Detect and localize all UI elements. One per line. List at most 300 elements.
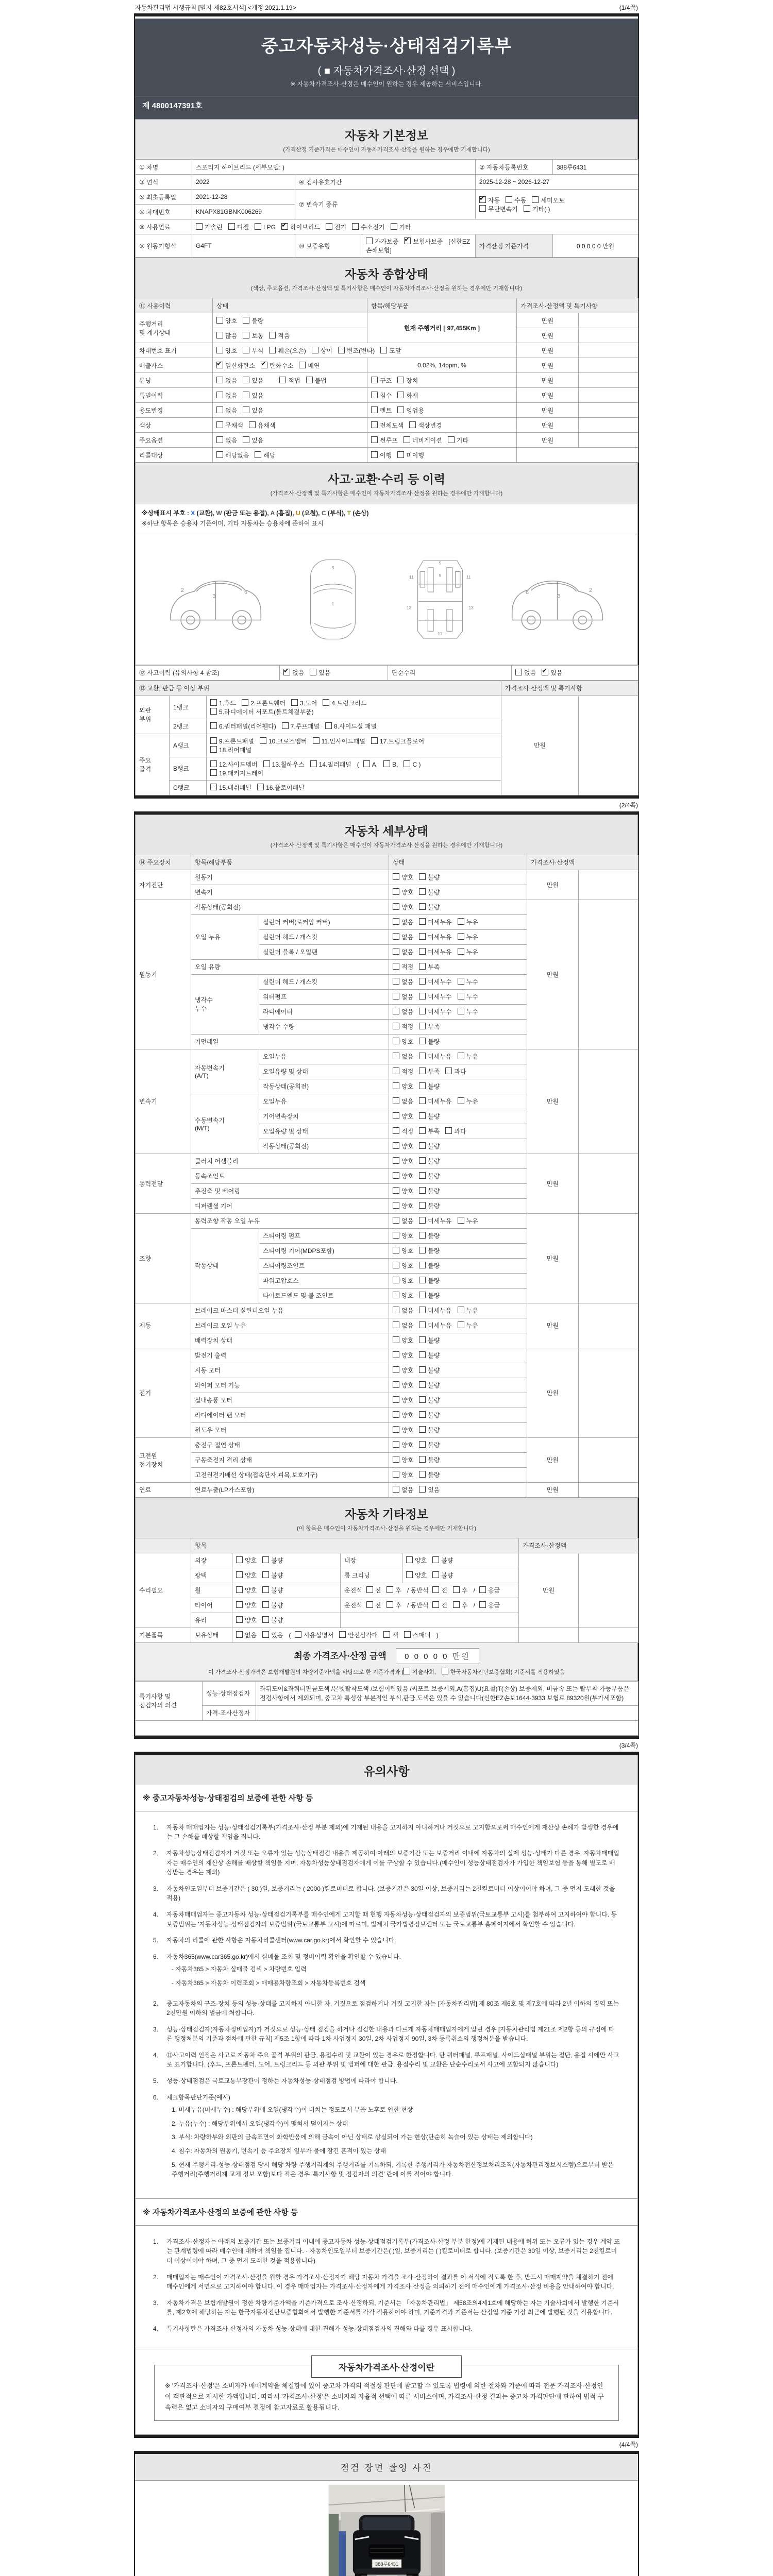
checkbox-후[interactable] <box>453 1601 468 1609</box>
checkbox-box[interactable] <box>404 1668 410 1674</box>
checkbox-box[interactable] <box>363 760 370 767</box>
checkbox-box[interactable] <box>458 1097 464 1104</box>
checkbox-box[interactable] <box>445 1067 452 1074</box>
checkbox-상이[interactable] <box>312 346 332 355</box>
checkbox-7.루프패널[interactable] <box>282 722 320 731</box>
checkbox-14.필러패널[interactable] <box>310 760 351 769</box>
checkbox-box[interactable] <box>393 1247 399 1253</box>
checkbox-양호[interactable] <box>393 1291 413 1300</box>
checkbox-box[interactable] <box>419 1082 426 1089</box>
checkbox-없음[interactable] <box>236 1631 257 1639</box>
checkbox-8.사이드실 패널[interactable] <box>325 722 377 731</box>
checkbox-양호[interactable] <box>393 1455 413 1464</box>
checkbox-한국자동차진단보증협회[interactable] <box>442 1668 511 1676</box>
checkbox-있음[interactable] <box>243 406 263 415</box>
checkbox-box[interactable] <box>458 1217 464 1224</box>
checkbox-box[interactable] <box>282 722 289 729</box>
checkbox-box[interactable] <box>419 1097 426 1104</box>
checkbox-19.패키지트레이[interactable] <box>210 769 263 777</box>
checkbox-box[interactable] <box>419 933 426 940</box>
checkbox-box[interactable] <box>393 1157 399 1164</box>
checkbox-box[interactable] <box>419 1202 426 1209</box>
checkbox-box[interactable] <box>393 1038 399 1044</box>
checkbox-box[interactable] <box>393 1277 399 1283</box>
checkbox-있음[interactable] <box>243 436 263 445</box>
checkbox-불량[interactable] <box>419 1426 440 1434</box>
checkbox-양호[interactable] <box>393 1381 413 1389</box>
checkbox-미세누수[interactable] <box>419 1007 451 1016</box>
checkbox-양호[interactable] <box>393 1112 413 1121</box>
checkbox-box[interactable] <box>393 1366 399 1373</box>
checkbox-box[interactable] <box>228 223 235 230</box>
checkbox-안전삼각대[interactable] <box>339 1631 378 1639</box>
checkbox-불량[interactable] <box>419 1336 440 1345</box>
checkbox-box[interactable] <box>216 436 223 443</box>
checkbox-box[interactable] <box>257 784 264 790</box>
checkbox-18.리어패널[interactable] <box>210 745 251 754</box>
checkbox-box[interactable] <box>524 205 530 212</box>
checkbox-있음[interactable] <box>243 376 263 385</box>
checkbox-box[interactable] <box>419 1023 426 1029</box>
checkbox-사용설명서[interactable] <box>295 1631 333 1639</box>
checkbox-일산화탄소[interactable] <box>216 361 255 370</box>
checkbox-box[interactable] <box>419 1247 426 1253</box>
checkbox-box[interactable] <box>371 737 378 744</box>
checkbox-양호[interactable] <box>406 1571 427 1580</box>
checkbox-box[interactable] <box>419 1336 426 1343</box>
checkbox-불량[interactable] <box>419 1246 440 1255</box>
checkbox-box[interactable] <box>419 1067 426 1074</box>
checkbox-box[interactable] <box>419 918 426 925</box>
checkbox-LPG[interactable] <box>255 223 276 231</box>
checkbox-box[interactable] <box>419 993 426 999</box>
checkbox-양호[interactable] <box>393 903 413 911</box>
checkbox-2.프론트휀더[interactable] <box>242 699 285 707</box>
checkbox-자가보증[interactable] <box>366 237 398 246</box>
checkbox-없음[interactable] <box>393 977 413 986</box>
checkbox-수소전기[interactable] <box>352 223 384 231</box>
checkbox-불량[interactable] <box>419 1366 440 1375</box>
checkbox-box[interactable] <box>458 1307 464 1313</box>
checkbox-과다[interactable] <box>445 1067 466 1076</box>
checkbox-미세누수[interactable] <box>419 992 451 1001</box>
checkbox-box[interactable] <box>366 1586 373 1593</box>
checkbox-수동[interactable] <box>506 196 526 205</box>
checkbox-미세누유[interactable] <box>419 1306 451 1315</box>
checkbox-box[interactable] <box>393 1172 399 1179</box>
checkbox-box[interactable] <box>404 1631 411 1638</box>
checkbox-네비게이션[interactable] <box>404 436 442 445</box>
checkbox-불량[interactable] <box>419 1201 440 1210</box>
checkbox-box[interactable] <box>397 406 404 413</box>
checkbox-box[interactable] <box>371 451 378 458</box>
checkbox-box[interactable] <box>236 1571 243 1578</box>
checkbox-box[interactable] <box>283 669 290 675</box>
checkbox-없음[interactable] <box>393 947 413 956</box>
checkbox-양호[interactable] <box>393 1336 413 1345</box>
checkbox-box[interactable] <box>371 421 378 428</box>
checkbox-box[interactable] <box>419 1217 426 1224</box>
checkbox-box[interactable] <box>242 699 248 706</box>
checkbox-box[interactable] <box>236 1601 243 1608</box>
checkbox-누유[interactable] <box>458 1216 478 1225</box>
checkbox-box[interactable] <box>383 760 390 767</box>
checkbox-부식[interactable] <box>243 346 263 355</box>
checkbox-box[interactable] <box>391 223 397 230</box>
checkbox-box[interactable] <box>216 451 223 458</box>
checkbox-4.트렁크리드[interactable] <box>323 699 366 707</box>
checkbox-5.라디에이터 서포트(볼트체결부품)[interactable] <box>210 707 314 716</box>
checkbox-양호[interactable] <box>236 1586 257 1595</box>
checkbox-9.프론트패널[interactable] <box>210 737 254 745</box>
checkbox-누유[interactable] <box>458 1097 478 1106</box>
checkbox-없음[interactable] <box>216 436 237 445</box>
checkbox-box[interactable] <box>210 699 217 706</box>
checkbox-box[interactable] <box>262 1631 269 1638</box>
checkbox-양호[interactable] <box>393 1082 413 1091</box>
checkbox-적정[interactable] <box>393 962 413 971</box>
checkbox-box[interactable] <box>263 760 270 767</box>
checkbox-전기[interactable] <box>326 223 346 231</box>
checkbox-없음[interactable] <box>283 668 304 677</box>
checkbox-box[interactable] <box>404 760 410 767</box>
checkbox-box[interactable] <box>419 1187 426 1194</box>
checkbox-양호[interactable] <box>216 346 237 355</box>
checkbox-양호[interactable] <box>393 1426 413 1434</box>
checkbox-B,[interactable] <box>383 760 398 768</box>
checkbox-box[interactable] <box>291 699 298 706</box>
checkbox-box[interactable] <box>409 421 416 428</box>
checkbox-box[interactable] <box>419 1277 426 1283</box>
checkbox-box[interactable] <box>432 1556 439 1563</box>
checkbox-없음[interactable] <box>393 933 413 941</box>
checkbox-불량[interactable] <box>262 1601 283 1609</box>
checkbox-양호[interactable] <box>393 888 413 896</box>
checkbox-전[interactable] <box>432 1586 447 1595</box>
checkbox-렌트[interactable] <box>371 406 392 415</box>
checkbox-양호[interactable] <box>393 1396 413 1404</box>
checkbox-box[interactable] <box>366 1601 373 1608</box>
checkbox-box[interactable] <box>393 1486 399 1493</box>
checkbox-자동[interactable] <box>479 196 500 205</box>
checkbox-있음[interactable] <box>419 1485 440 1494</box>
checkbox-무단변속기[interactable] <box>479 205 518 213</box>
checkbox-box[interactable] <box>310 760 317 767</box>
checkbox-디젤[interactable] <box>228 223 249 231</box>
checkbox-box[interactable] <box>243 332 249 338</box>
checkbox-box[interactable] <box>216 392 223 398</box>
checkbox-box[interactable] <box>243 317 249 324</box>
checkbox-box[interactable] <box>216 362 223 368</box>
checkbox-box[interactable] <box>393 933 399 940</box>
checkbox-box[interactable] <box>393 873 399 880</box>
checkbox-box[interactable] <box>386 1601 393 1608</box>
checkbox-불량[interactable] <box>419 1396 440 1404</box>
checkbox-box[interactable] <box>310 669 316 675</box>
checkbox-3.도어[interactable] <box>291 699 317 707</box>
checkbox-양호[interactable] <box>393 1172 413 1180</box>
checkbox-box[interactable] <box>260 737 266 744</box>
checkbox-잭[interactable] <box>383 1631 398 1639</box>
checkbox-없음[interactable] <box>515 668 536 677</box>
checkbox-누수[interactable] <box>458 1007 478 1016</box>
checkbox-11.인사이드패널[interactable] <box>313 737 365 745</box>
checkbox-box[interactable] <box>262 1556 269 1563</box>
checkbox-box[interactable] <box>393 1127 399 1134</box>
checkbox-box[interactable] <box>458 1321 464 1328</box>
checkbox-box[interactable] <box>419 1292 426 1298</box>
checkbox-box[interactable] <box>339 1631 346 1638</box>
checkbox-box[interactable] <box>352 223 359 230</box>
checkbox-누유[interactable] <box>458 1306 478 1315</box>
checkbox-양호[interactable] <box>393 1157 413 1165</box>
checkbox-있음[interactable] <box>310 668 330 677</box>
checkbox-box[interactable] <box>458 1008 464 1014</box>
checkbox-box[interactable] <box>371 406 378 413</box>
checkbox-box[interactable] <box>393 1202 399 1209</box>
checkbox-적정[interactable] <box>393 1067 413 1076</box>
checkbox-box[interactable] <box>393 993 399 999</box>
checkbox-양호[interactable] <box>216 316 237 325</box>
checkbox-box[interactable] <box>210 746 217 753</box>
checkbox-6.쿼터패널(리어휀다)[interactable] <box>210 722 276 731</box>
checkbox-유채색[interactable] <box>249 421 276 430</box>
checkbox-box[interactable] <box>216 332 223 338</box>
checkbox-13.휠하우스[interactable] <box>263 760 305 769</box>
checkbox-box[interactable] <box>255 451 261 458</box>
checkbox-box[interactable] <box>393 948 399 955</box>
checkbox-누유[interactable] <box>458 1321 478 1330</box>
checkbox-box[interactable] <box>326 223 332 230</box>
checkbox-box[interactable] <box>432 1586 439 1593</box>
checkbox-양호[interactable] <box>393 1246 413 1255</box>
checkbox-box[interactable] <box>281 223 288 230</box>
checkbox-하이브리드[interactable] <box>281 223 320 231</box>
checkbox-없음[interactable] <box>216 406 237 415</box>
checkbox-box[interactable] <box>243 377 249 383</box>
checkbox-box[interactable] <box>419 1366 426 1373</box>
checkbox-box[interactable] <box>393 963 399 970</box>
checkbox-box[interactable] <box>419 1038 426 1044</box>
checkbox-box[interactable] <box>393 1082 399 1089</box>
checkbox-C )[interactable] <box>404 760 421 768</box>
checkbox-미이행[interactable] <box>397 451 424 460</box>
checkbox-box[interactable] <box>419 888 426 895</box>
checkbox-box[interactable] <box>419 1142 426 1149</box>
checkbox-box[interactable] <box>279 377 286 383</box>
checkbox-box[interactable] <box>243 347 249 353</box>
checkbox-box[interactable] <box>338 347 345 353</box>
checkbox-box[interactable] <box>393 1053 399 1059</box>
checkbox-불량[interactable] <box>419 1455 440 1464</box>
checkbox-box[interactable] <box>323 699 329 706</box>
checkbox-화재[interactable] <box>397 391 418 400</box>
checkbox-미세누유[interactable] <box>419 1097 451 1106</box>
checkbox-box[interactable] <box>458 978 464 985</box>
checkbox-box[interactable] <box>216 406 223 413</box>
checkbox-있음[interactable] <box>262 1631 283 1639</box>
checkbox-응급[interactable] <box>479 1601 500 1609</box>
checkbox-미세누유[interactable] <box>419 1321 451 1330</box>
checkbox-양호[interactable] <box>393 1411 413 1419</box>
checkbox-누유[interactable] <box>458 1052 478 1061</box>
checkbox-누수[interactable] <box>458 992 478 1001</box>
checkbox-없음[interactable] <box>216 376 237 385</box>
checkbox-양호[interactable] <box>393 1366 413 1375</box>
checkbox-적법[interactable] <box>279 376 300 385</box>
checkbox-box[interactable] <box>393 1187 399 1194</box>
checkbox-도말[interactable] <box>380 346 401 355</box>
checkbox-box[interactable] <box>383 1631 390 1638</box>
checkbox-해당[interactable] <box>255 451 275 460</box>
checkbox-불량[interactable] <box>419 903 440 911</box>
checkbox-불량[interactable] <box>262 1616 283 1624</box>
checkbox-불량[interactable] <box>432 1556 453 1565</box>
checkbox-box[interactable] <box>216 421 223 428</box>
checkbox-box[interactable] <box>458 933 464 940</box>
checkbox-전[interactable] <box>366 1586 381 1595</box>
checkbox-box[interactable] <box>393 1471 399 1478</box>
checkbox-box[interactable] <box>371 377 378 383</box>
checkbox-없음[interactable] <box>393 1052 413 1061</box>
checkbox-box[interactable] <box>243 392 249 398</box>
checkbox-box[interactable] <box>479 1586 486 1593</box>
checkbox-box[interactable] <box>393 1067 399 1074</box>
checkbox-box[interactable] <box>393 1217 399 1224</box>
checkbox-누유[interactable] <box>458 947 478 956</box>
checkbox-box[interactable] <box>419 1486 426 1493</box>
checkbox-box[interactable] <box>306 377 313 383</box>
checkbox-A,[interactable] <box>363 760 378 768</box>
checkbox-box[interactable] <box>393 1023 399 1029</box>
checkbox-불량[interactable] <box>262 1571 283 1580</box>
checkbox-불량[interactable] <box>419 1276 440 1285</box>
checkbox-box[interactable] <box>404 436 410 443</box>
checkbox-box[interactable] <box>371 392 378 398</box>
checkbox-불법[interactable] <box>306 376 327 385</box>
checkbox-box[interactable] <box>262 1586 269 1593</box>
checkbox-box[interactable] <box>243 406 249 413</box>
checkbox-없음[interactable] <box>393 1306 413 1315</box>
checkbox-box[interactable] <box>393 918 399 925</box>
checkbox-box[interactable] <box>393 1351 399 1358</box>
checkbox-box[interactable] <box>419 1232 426 1239</box>
checkbox-box[interactable] <box>366 238 373 244</box>
checkbox-box[interactable] <box>419 1127 426 1134</box>
checkbox-box[interactable] <box>313 737 320 744</box>
checkbox-box[interactable] <box>532 196 539 203</box>
checkbox-box[interactable] <box>419 1426 426 1433</box>
checkbox-구조[interactable] <box>371 376 392 385</box>
checkbox-불량[interactable] <box>419 1231 440 1240</box>
checkbox-탄화수소[interactable] <box>261 361 293 370</box>
checkbox-box[interactable] <box>216 317 223 324</box>
checkbox-box[interactable] <box>393 1112 399 1119</box>
checkbox-기타[interactable] <box>391 223 411 231</box>
checkbox-누수[interactable] <box>458 977 478 986</box>
checkbox-box[interactable] <box>419 1351 426 1358</box>
checkbox-해당없음[interactable] <box>216 451 249 460</box>
checkbox-box[interactable] <box>393 1321 399 1328</box>
checkbox-이행[interactable] <box>371 451 392 460</box>
checkbox-적정[interactable] <box>393 1127 413 1136</box>
checkbox-box[interactable] <box>393 1441 399 1448</box>
checkbox-무채색[interactable] <box>216 421 243 430</box>
checkbox-box[interactable] <box>515 669 522 675</box>
checkbox-양호[interactable] <box>393 873 413 882</box>
checkbox-box[interactable] <box>419 948 426 955</box>
checkbox-후[interactable] <box>386 1601 401 1609</box>
checkbox-양호[interactable] <box>393 1351 413 1360</box>
checkbox-불량[interactable] <box>262 1586 283 1595</box>
checkbox-양호[interactable] <box>236 1601 257 1609</box>
checkbox-양호[interactable] <box>393 1440 413 1449</box>
checkbox-기타( )[interactable] <box>524 205 550 213</box>
checkbox-15.대쉬패널[interactable] <box>210 783 251 792</box>
checkbox-box[interactable] <box>445 1127 452 1134</box>
checkbox-box[interactable] <box>419 1172 426 1179</box>
checkbox-box[interactable] <box>419 873 426 880</box>
checkbox-후[interactable] <box>453 1586 468 1595</box>
checkbox-적정[interactable] <box>393 1022 413 1031</box>
checkbox-box[interactable] <box>371 436 378 443</box>
checkbox-box[interactable] <box>419 1112 426 1119</box>
checkbox-불량[interactable] <box>419 1082 440 1091</box>
checkbox-box[interactable] <box>261 362 267 368</box>
checkbox-불량[interactable] <box>419 1261 440 1270</box>
checkbox-box[interactable] <box>419 1321 426 1328</box>
checkbox-색상변경[interactable] <box>409 421 442 430</box>
checkbox-box[interactable] <box>479 1601 486 1608</box>
checkbox-box[interactable] <box>249 421 256 428</box>
checkbox-1.후드[interactable] <box>210 699 236 707</box>
checkbox-box[interactable] <box>419 1262 426 1268</box>
checkbox-box[interactable] <box>479 205 486 212</box>
checkbox-box[interactable] <box>458 993 464 999</box>
checkbox-17.트렁크플로어[interactable] <box>371 737 424 745</box>
checkbox-양호[interactable] <box>236 1556 257 1565</box>
checkbox-불량[interactable] <box>419 1470 440 1479</box>
checkbox-box[interactable] <box>312 347 318 353</box>
checkbox-box[interactable] <box>236 1586 243 1593</box>
checkbox-box[interactable] <box>406 1556 413 1563</box>
checkbox-box[interactable] <box>458 948 464 955</box>
checkbox-box[interactable] <box>393 1262 399 1268</box>
checkbox-box[interactable] <box>236 1556 243 1563</box>
checkbox-과다[interactable] <box>445 1127 466 1136</box>
checkbox-box[interactable] <box>419 1456 426 1463</box>
checkbox-box[interactable] <box>393 1411 399 1418</box>
checkbox-미세누유[interactable] <box>419 933 451 941</box>
checkbox-box[interactable] <box>432 1571 439 1578</box>
checkbox-box[interactable] <box>262 1601 269 1608</box>
checkbox-매연[interactable] <box>299 361 320 370</box>
checkbox-기타[interactable] <box>448 436 468 445</box>
checkbox-box[interactable] <box>210 760 217 767</box>
checkbox-box[interactable] <box>393 1456 399 1463</box>
checkbox-응급[interactable] <box>479 1586 500 1595</box>
checkbox-없음[interactable] <box>216 391 237 400</box>
checkbox-보험사보증[interactable] <box>404 237 443 246</box>
checkbox-미세누유[interactable] <box>419 1052 451 1061</box>
checkbox-불량[interactable] <box>419 1381 440 1389</box>
checkbox-box[interactable] <box>419 1441 426 1448</box>
checkbox-box[interactable] <box>453 1601 460 1608</box>
checkbox-box[interactable] <box>243 436 249 443</box>
checkbox-box[interactable] <box>236 1631 243 1638</box>
checkbox-box[interactable] <box>404 238 411 244</box>
checkbox-보통[interactable] <box>243 331 263 340</box>
